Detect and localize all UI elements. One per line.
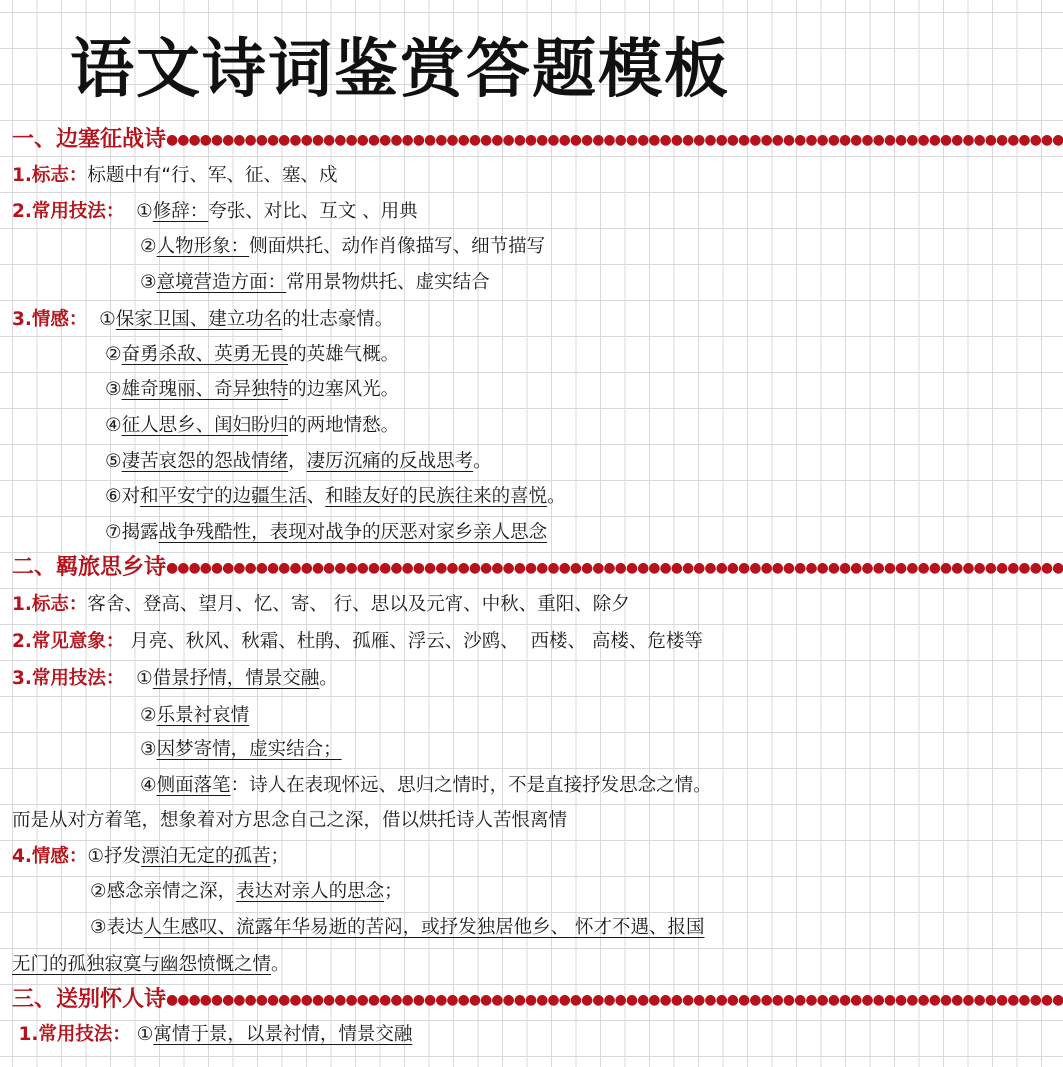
- text-segment: 的英雄气概。: [288, 344, 400, 365]
- page-title: 语文诗词鉴赏答题模板: [70, 33, 730, 107]
- underlined-text: 侧面落笔: [156, 775, 231, 796]
- section-heading: [12, 987, 1063, 1013]
- text-segment: ⑤: [105, 451, 122, 472]
- underlined-text: 保家卫国、建立功名: [115, 309, 283, 330]
- text-segment: ①: [130, 1024, 154, 1045]
- text-segment: ②: [140, 705, 157, 726]
- text-segment: ⑦揭露: [105, 522, 159, 543]
- section-heading: [12, 555, 1063, 581]
- text-segment: ①抒发: [87, 846, 141, 867]
- underlined-text: 借景抒情，情景交融: [152, 668, 320, 689]
- underlined-text: 雄奇瑰丽、奇异独特: [121, 379, 289, 400]
- text-line: [12, 844, 289, 870]
- text-line: [12, 666, 338, 692]
- text-segment: ③: [140, 272, 157, 293]
- underlined-text: 无门的孤独寂寞与幽怨愤慨之情: [12, 954, 272, 975]
- text-segment: 。: [473, 451, 492, 472]
- text-line: [12, 592, 630, 618]
- text-segment: 月亮、秋风、秋霜、杜鹃、孤雁、浮云、沙鸥、 西楼、 高楼、危楼等: [124, 631, 703, 652]
- dotted-divider: ●●●●●●●●●●●●●●●●●●●●●●●●●●●●●●●●●●●●●●●●●●●●●●●●●●●●●●●●●●●●●●●●●●●●●●●●●●●●●●●●: [166, 992, 1063, 1008]
- underlined-text: 意境营造方面：: [156, 272, 287, 293]
- text-segment: ；: [270, 846, 290, 867]
- text-segment: ①: [124, 668, 153, 689]
- text-line: [12, 952, 290, 978]
- text-segment: 二、羁旅思乡诗: [12, 555, 167, 580]
- underlined-text: 漂泊无定的孤苦: [141, 846, 271, 867]
- text-line: [105, 449, 492, 475]
- dotted-divider: ●●●●●●●●●●●●●●●●●●●●●●●●●●●●●●●●●●●●●●●●●●●●●●●●●●●●●●●●●●●●●●●●●●●●●●●●●●●●●●●●: [166, 560, 1063, 576]
- text-segment: 。: [271, 954, 290, 975]
- text-line: [105, 342, 399, 368]
- text-segment: 标题中有“行、军、征、塞、戍: [87, 165, 338, 186]
- text-line: [105, 377, 399, 403]
- text-segment: 。: [319, 668, 338, 689]
- text-segment: ②: [140, 236, 157, 257]
- text-segment: 的壮志豪情。: [282, 309, 394, 330]
- text-segment: 夸张、对比、互文 、用典: [208, 201, 418, 222]
- text-line: [140, 773, 712, 799]
- text-line: [12, 1022, 412, 1048]
- item-label: 1.标志：: [12, 594, 88, 615]
- underlined-text: 人生感叹、流露年华易逝的苦闷，或抒发独居他乡、 怀才不遇、报国: [143, 917, 705, 938]
- text-segment: ：诗人在表现怀远、思归之情时，不是直接抒发思念之情。: [230, 775, 712, 796]
- text-line: [12, 629, 703, 655]
- underlined-text: 和平安宁的边疆生活: [140, 486, 307, 507]
- underlined-text: 乐景衬哀情: [156, 705, 250, 726]
- text-line: [12, 199, 418, 225]
- dotted-divider: ●●●●●●●●●●●●●●●●●●●●●●●●●●●●●●●●●●●●●●●●●●●●●●●●●●●●●●●●●●●●●●●●●●●●●●●●●●●●●●●●: [166, 132, 1063, 148]
- text-segment: ④: [105, 415, 122, 436]
- underlined-text: 和睦友好的民族往来的喜悦: [325, 486, 548, 507]
- text-segment: 侧面烘托、动作肖像描写、细节描写: [249, 236, 546, 257]
- text-segment: ③: [105, 379, 122, 400]
- text-line: [12, 808, 567, 834]
- text-segment: ⑥对: [105, 486, 141, 507]
- item-label: 1.常用技法：: [12, 1024, 131, 1045]
- text-line: [105, 413, 399, 439]
- underlined-text: 凄厉沉痛的反战思考: [306, 451, 474, 472]
- item-label: 2.常用技法：: [12, 201, 125, 222]
- item-label: 4.情感：: [12, 846, 88, 867]
- text-segment: ，: [288, 451, 307, 472]
- section-heading: [12, 127, 1063, 153]
- text-line: [140, 703, 249, 729]
- item-label: 3.常用技法：: [12, 668, 125, 689]
- text-line: [140, 270, 490, 296]
- text-segment: 三、送别怀人诗: [12, 987, 167, 1012]
- text-segment: 、: [306, 486, 326, 507]
- text-line: [105, 484, 566, 510]
- text-segment: ③表达: [90, 917, 144, 938]
- text-line: [12, 307, 393, 333]
- text-segment: ④: [140, 775, 157, 796]
- item-label: 1.标志：: [12, 165, 88, 186]
- text-segment: 的边塞风光。: [288, 379, 400, 400]
- underlined-text: 表达对亲人的思念: [236, 881, 385, 902]
- item-label: 2.常见意象：: [12, 631, 125, 652]
- underlined-text: 征人思乡、闺妇盼归: [121, 415, 289, 436]
- text-line: [140, 737, 342, 763]
- text-segment: ①: [124, 201, 153, 222]
- text-segment: ①: [87, 309, 116, 330]
- text-segment: 。: [547, 486, 566, 507]
- underlined-text: 战争残酷性，表现对战争的厌恶对家乡亲人思念: [158, 522, 548, 543]
- text-segment: 而是从对方着笔，想象着对方思念自己之深，借以烘托诗人苦恨离情: [12, 810, 568, 831]
- text-segment: ③: [140, 739, 157, 760]
- text-segment: ②: [105, 344, 122, 365]
- text-line: [12, 163, 338, 189]
- underlined-text: 寓情于景，以景衬情，情景交融: [153, 1024, 413, 1045]
- underlined-text: 因梦寄情，虚实结合；: [156, 739, 342, 760]
- text-line: [90, 915, 704, 941]
- text-line: [140, 234, 545, 260]
- text-segment: ；: [384, 881, 403, 902]
- text-segment: 的两地情愁。: [288, 415, 400, 436]
- text-line: [105, 520, 547, 546]
- text-segment: 一、边塞征战诗: [12, 127, 167, 152]
- underlined-text: 奋勇杀敌、英勇无畏: [121, 344, 289, 365]
- text-segment: ②感念亲情之深，: [90, 881, 237, 902]
- underlined-text: 凄苦哀怨的怨战情绪: [121, 451, 289, 472]
- text-line: [90, 879, 403, 905]
- text-segment: 常用景物烘托、虚实结合: [286, 272, 490, 293]
- item-label: 3.情感：: [12, 309, 88, 330]
- underlined-text: 修辞：: [152, 201, 209, 222]
- underlined-text: 人物形象：: [156, 236, 250, 257]
- text-segment: 客舍、登高、望月、忆、寄、 行、思以及元宵、中秋、重阳、除夕: [87, 594, 630, 615]
